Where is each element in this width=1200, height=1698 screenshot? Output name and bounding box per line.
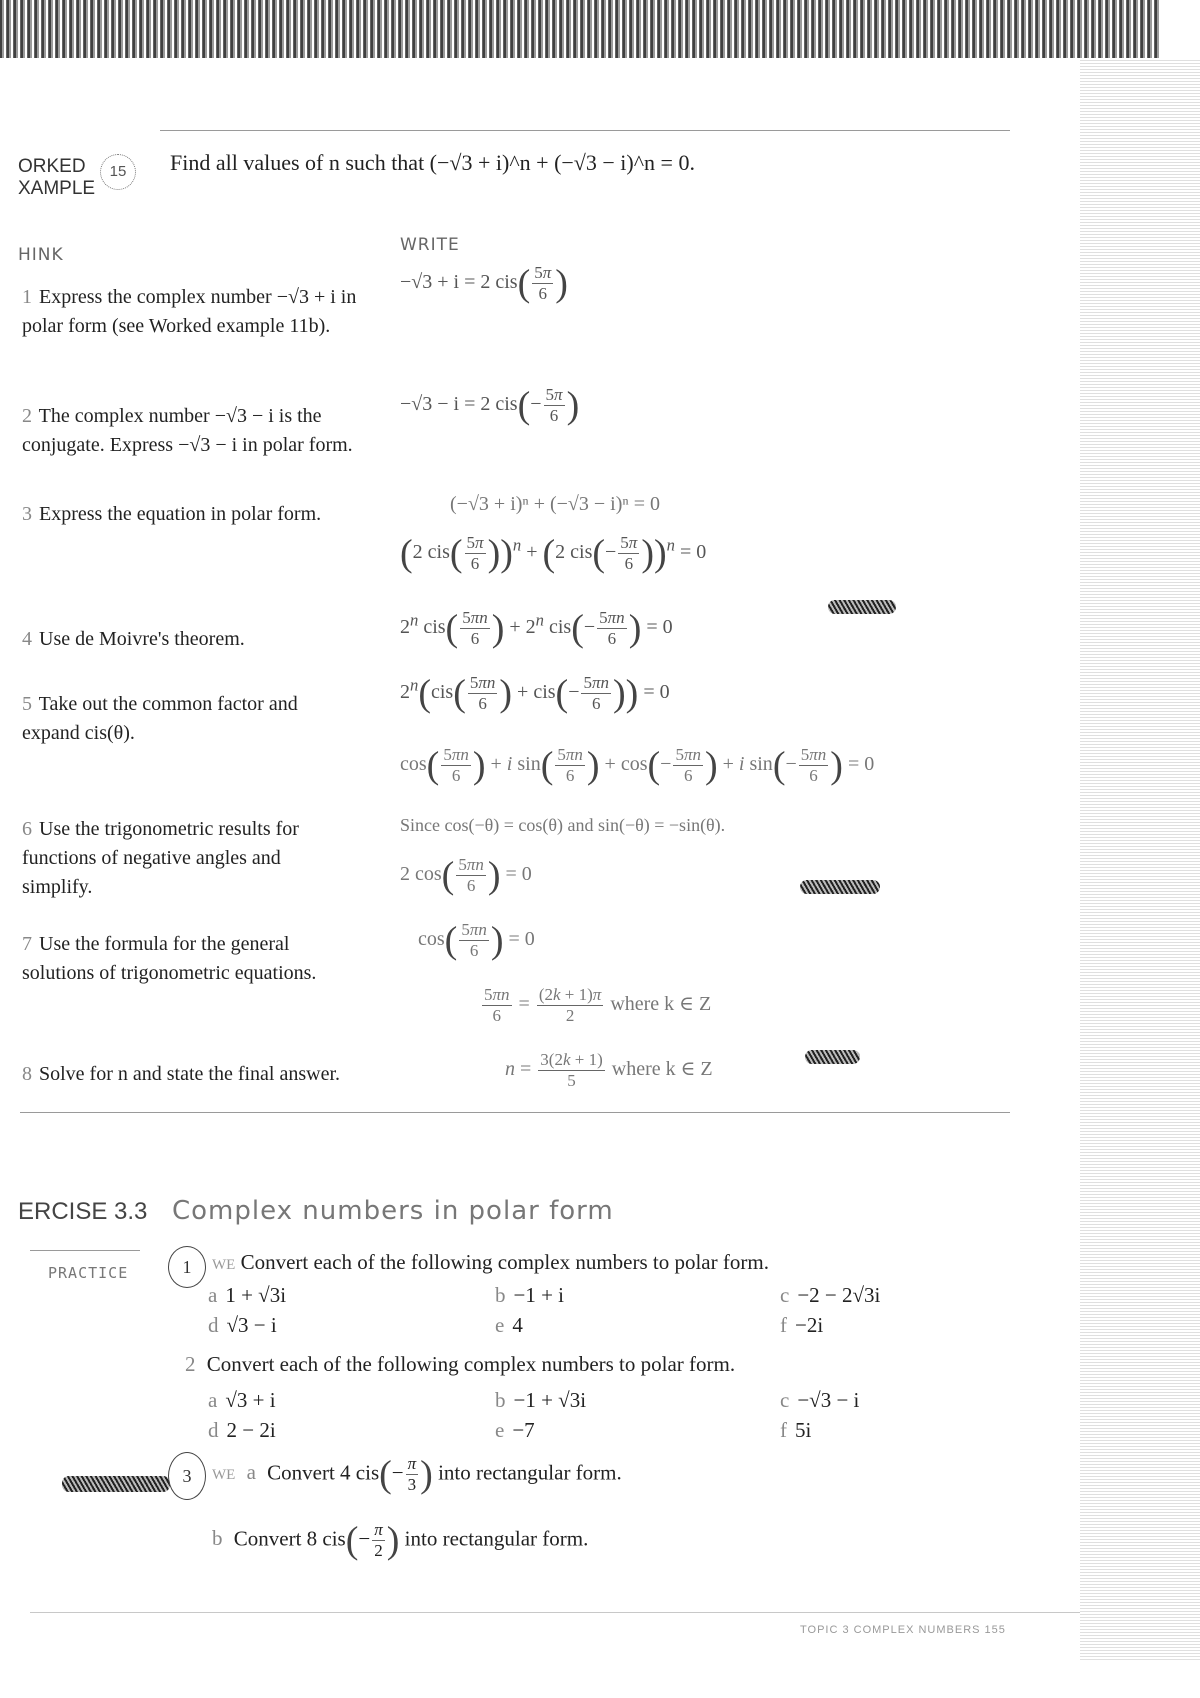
part-label: e — [495, 1418, 505, 1442]
math-equals: = 0 — [508, 928, 535, 951]
step-8 — [22, 1060, 352, 1089]
question-1-number: 1 — [168, 1246, 206, 1288]
part-value: −1 + i — [513, 1283, 565, 1307]
step-6 — [22, 815, 352, 902]
math-equals: = 0 — [643, 681, 670, 704]
part-label: c — [780, 1388, 790, 1412]
question-3a-text: Convert 4 cis — [267, 1460, 380, 1485]
scan-noise-top — [0, 0, 1160, 58]
step-7 — [22, 930, 352, 988]
step-text: Solve for n and state the final answer. — [39, 1063, 341, 1085]
step-text: Use the formula for the general solutions of trigonometric equations. — [22, 933, 317, 984]
page-footer: TOPIC 3 COMPLEX NUMBERS 155 — [800, 1624, 1006, 1636]
exercise-heading: ERCISE 3.3 — [18, 1198, 148, 1225]
part-label: b — [495, 1388, 506, 1412]
math-line-10: cos( $\frac{5\pi n}{6}$ ) = 0 — [418, 919, 535, 962]
math-text: −√3 + i = 2 cis — [400, 271, 518, 294]
step-number: 3 — [22, 503, 32, 525]
part-value: √3 + i — [225, 1388, 276, 1412]
part-value: √3 − i — [226, 1313, 277, 1337]
step-3 — [22, 500, 382, 529]
math-line-11: $\frac{5\pi n}{6}$ = $\frac{(2k + 1)\pi}{2}$ where k ∈ Z — [484, 985, 712, 1025]
write-column-heading: WRITE — [400, 235, 460, 255]
question-1-text: Convert each of the following complex numbers to polar form. — [240, 1250, 769, 1274]
math-line-8: Since cos(−θ) = cos(θ) and sin(−θ) = −sin(θ). — [400, 815, 726, 835]
scribble-mark — [828, 600, 896, 614]
step-5 — [22, 690, 322, 748]
think-column-heading: HINK — [18, 245, 64, 265]
part-value: 1 + √3i — [225, 1283, 287, 1307]
q2-part-d — [208, 1418, 276, 1443]
step-number: 1 — [22, 286, 32, 308]
scribble-mark — [805, 1050, 860, 1064]
part-label: a — [208, 1388, 218, 1412]
step-1 — [22, 283, 367, 341]
math-line-7: cos( $\frac{5\pi n}{6}$ ) + i sin( $\frac{5\pi n}{6}$ ) + cos(− $\frac{5\pi n}{6}$ ) + i sin(− $\frac{5\pi n}{6}$ ) = 0 — [400, 744, 875, 787]
question-2-text: Convert each of the following complex numbers to polar form. — [206, 1352, 736, 1376]
worked-example-bottom-rule — [20, 1112, 1010, 1113]
scribble-mark — [62, 1476, 170, 1492]
part-value: −1 + √3i — [513, 1388, 587, 1412]
question-1 — [212, 1250, 769, 1275]
step-text: Express the equation in polar form. — [39, 503, 322, 525]
part-label: b — [495, 1283, 506, 1307]
math-line-4: (2 cis( $\frac{5\pi}{6}$ ))$^n$ + (2 cis(− $\frac{5\pi}{6}$ ))$^n$ = 0 — [400, 532, 707, 575]
step-text: Take out the common factor and expand cis(θ). — [22, 693, 298, 744]
part-label: e — [495, 1313, 505, 1337]
part-label: c — [780, 1283, 790, 1307]
we-tag: WE — [212, 1257, 236, 1273]
math-condition: where k ∈ Z — [611, 1058, 713, 1081]
math-equals: = 0 — [679, 541, 707, 564]
part-label: d — [208, 1418, 219, 1442]
we-tag: WE — [212, 1467, 236, 1484]
q2-part-c — [780, 1388, 859, 1413]
math-line-2: −√3 − i = 2 cis(− $\frac{5\pi}{6}$ ) — [400, 384, 580, 427]
question-3b: b Convert 8 cis(− $\frac{\pi}{2}$ ) into rectangular form. — [212, 1519, 589, 1562]
top-rule — [160, 130, 1010, 131]
step-number: 4 — [22, 628, 32, 650]
part-value: −2i — [795, 1313, 824, 1337]
q1-part-d — [208, 1313, 277, 1338]
q1-part-c — [780, 1283, 880, 1308]
worked-example-label-line2: XAMPLE — [18, 178, 96, 199]
part-label: a — [208, 1283, 218, 1307]
step-number: 6 — [22, 818, 32, 840]
question-3-number: 3 — [168, 1452, 206, 1500]
step-text: Express the complex number −√3 + i in polar form (see Worked example 11b). — [22, 286, 357, 337]
math-equals: = 0 — [505, 863, 532, 886]
question-3b-text: Convert 8 cis — [233, 1526, 346, 1551]
part-value: 5i — [795, 1418, 812, 1442]
question-3b-text-end: into rectangular form. — [404, 1526, 589, 1551]
footer-rule — [30, 1612, 1080, 1613]
math-line-6: 2$^n$(cis( $\frac{5\pi n}{6}$ ) + cis(− $\frac{5\pi n}{6}$ )) = 0 — [400, 672, 670, 715]
question-2-number: 2 — [185, 1352, 196, 1376]
q1-part-a — [208, 1283, 286, 1308]
part-label: f — [780, 1313, 787, 1337]
part-label: a — [246, 1460, 256, 1485]
part-value: 2 − 2i — [226, 1418, 276, 1442]
q2-part-b — [495, 1388, 586, 1413]
q2-part-e — [495, 1418, 535, 1443]
part-value: −√3 − i — [797, 1388, 860, 1412]
math-line-3: (−√3 + i)ⁿ + (−√3 − i)ⁿ = 0 — [450, 493, 660, 515]
scan-noise-right — [1080, 60, 1200, 1660]
worked-example-label-line1: ORKED — [18, 156, 86, 177]
step-text: The complex number −√3 − i is the conjugate. Express −√3 − i in polar form. — [22, 405, 353, 456]
q2-part-f — [780, 1418, 811, 1443]
practice-rule — [30, 1250, 140, 1251]
question-3a-text-end: into rectangular form. — [438, 1460, 622, 1485]
part-value: −2 − 2√3i — [797, 1283, 881, 1307]
step-number: 5 — [22, 693, 32, 715]
step-number: 7 — [22, 933, 32, 955]
math-text: −√3 − i = 2 cis — [400, 393, 518, 416]
math-equals: = 0 — [847, 753, 875, 776]
part-label: b — [212, 1526, 223, 1551]
part-value: 4 — [512, 1313, 523, 1337]
part-label: f — [780, 1418, 787, 1442]
math-line-1: −√3 + i = 2 cis( $\frac{5\pi}{6}$ ) — [400, 262, 568, 305]
math-condition: where k ∈ Z — [610, 993, 712, 1016]
q1-part-b — [495, 1283, 564, 1308]
step-number: 8 — [22, 1063, 32, 1085]
worked-example-number-badge: 15 — [100, 154, 136, 190]
practice-label: PRACTICE — [48, 1264, 129, 1282]
scribble-mark — [800, 880, 880, 894]
part-value: −7 — [512, 1418, 535, 1442]
step-2 — [22, 402, 372, 460]
exercise-title: Complex numbers in polar form — [172, 1196, 614, 1226]
part-label: d — [208, 1313, 219, 1337]
worked-example-label — [18, 156, 95, 200]
q2-part-a — [208, 1388, 276, 1413]
math-equals: = 0 — [646, 616, 673, 639]
math-line-5: 2$^n$ cis( $\frac{5\pi n}{6}$ ) + $2^n$ cis(− $\frac{5\pi n}{6}$ ) = 0 — [400, 607, 673, 650]
math-line-12: n = $\frac{3(2k + 1)}{5}$ where k ∈ Z — [505, 1050, 713, 1090]
step-text: Use the trigonometric results for functions of negative angles and simplify. — [22, 818, 299, 898]
question-3a: WE a Convert 4 cis(− $\frac{\pi}{3}$ ) into rectangular form. — [212, 1453, 622, 1496]
problem-text: Find all values of n such that (−√3 + i)^n + (−√3 − i)^n = 0. — [170, 150, 695, 175]
q1-part-e — [495, 1313, 523, 1338]
step-number: 2 — [22, 405, 32, 427]
worked-example-problem — [170, 150, 695, 176]
step-text: Use de Moivre's theorem. — [39, 628, 245, 650]
q1-part-f — [780, 1313, 823, 1338]
step-4 — [22, 625, 362, 654]
question-2 — [185, 1352, 735, 1377]
math-line-9: 2 cos( $\frac{5\pi n}{6}$ ) = 0 — [400, 854, 532, 897]
